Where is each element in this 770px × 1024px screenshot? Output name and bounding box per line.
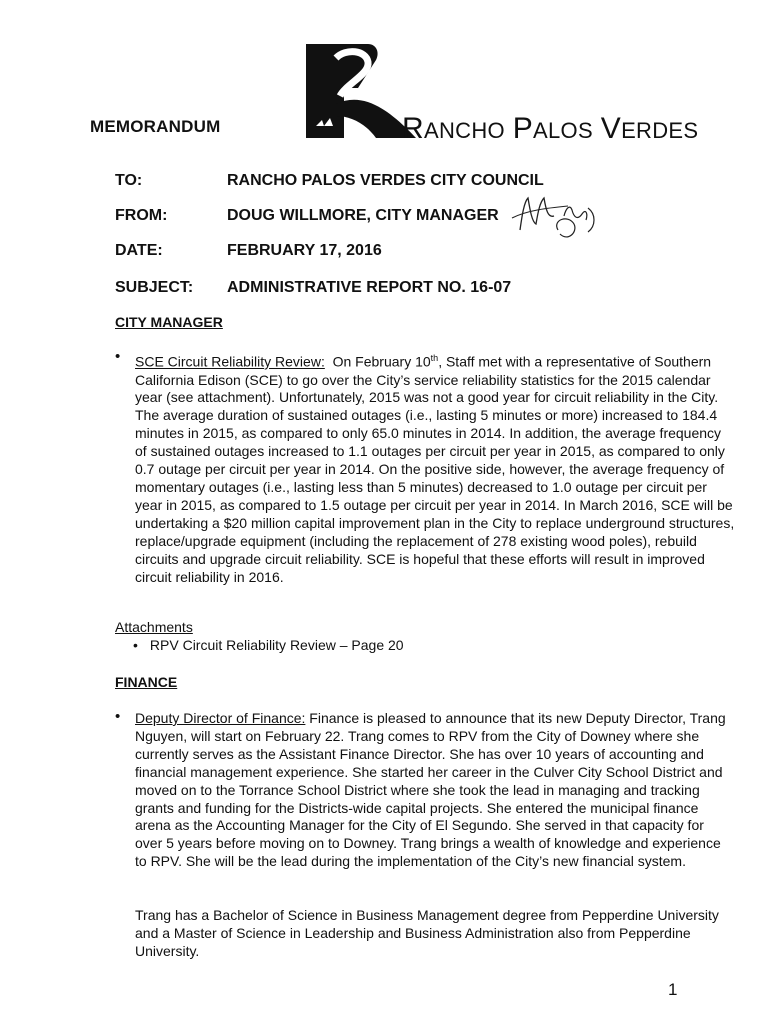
sce-item-title: SCE Circuit Reliability Review: — [135, 353, 325, 370]
bullet-icon: • — [133, 637, 138, 653]
from-label: FROM: — [115, 207, 168, 224]
trang-education-paragraph: Trang has a Bachelor of Science in Business Management degree from Pepperdine University and a Master of Science in Leadership and Business Administration also from Pepperdine University. — [135, 907, 719, 959]
attachment-item: • RPV Circuit Reliability Review – Page 20 — [133, 637, 404, 653]
page-number: 1 — [668, 980, 678, 999]
rpv-logo-icon — [306, 44, 416, 138]
attachments-label: Attachments — [115, 619, 193, 635]
memorandum-label: MEMORANDUM — [90, 117, 221, 136]
date-label: DATE: — [115, 242, 163, 259]
to-value: RANCHO PALOS VERDES CITY COUNCIL — [227, 172, 544, 189]
signature-initials-icon — [508, 190, 604, 248]
bullet-icon: • — [115, 348, 121, 365]
city-manager-heading: CITY MANAGER — [115, 314, 223, 330]
subject-label: SUBJECT: — [115, 279, 194, 296]
sce-reliability-paragraph: SCE Circuit Reliability Review: On February 10th, Staff met with a representative of Southern California Edison (SCE) to go over the City’s service reliability statistics for the 2015 calendar year (see attachment). Unfortunately, 2015 was not a good year for circuit reliability in the City. The average duration of sustained outages (i.e., lasting 5 minutes or more) increased to 184.4 minutes in 2015, as compared to only 65.0 minutes in 2014. In addition, the average frequency of sustained outages increased to 1.1 outages per circuit per year in 2015, as compared to only 0.7 outage per circuit per year in 2014. On the positive side, however, the average frequency of momentary outages (i.e., lasting less than 5 minutes) decreased to 1.0 outage per circuit per year in 2015, as compared to 1.5 outage per circuit per year in 2014. In March 2016, SCE will be undertaking a $20 million capital improvement plan in the City to replace underground structures, replace/upgrade equipment (including the replacement of 278 existing wood poles), rebuild circuits and upgrade circuit reliability. SCE is hopeful that these efforts will result in improved circuit reliability in 2016. — [135, 353, 735, 585]
bullet-icon: • — [115, 708, 121, 725]
organization-name: RANCHO PALOS VERDES — [402, 112, 699, 145]
date-value: FEBRUARY 17, 2016 — [227, 242, 382, 259]
finance-heading: FINANCE — [115, 674, 178, 690]
subject-value: ADMINISTRATIVE REPORT NO. 16-07 — [227, 279, 512, 296]
to-label: TO: — [115, 172, 143, 189]
deputy-director-paragraph: Deputy Director of Finance: Finance is pleased to announce that its new Deputy Director, Trang Nguyen, will start on February 22. Trang comes to RPV from the City of Downey where she currently serves as the Assistant Finance Director. She has over 10 years of accounting and financial management experience. She started her career in the Culver City School District and moved on to the Torrance School District where she took the lead in managing and tracking grants and funding for the Districts-wide capital projects. She entered the municipal finance arena as the Accounting Manager for the City of El Segundo. She served in that capacity for over 5 years before moving on to Downey. Trang brings a wealth of knowledge and experience to RPV. She will be the lead during the implementation of the City’s new financial system. — [135, 710, 726, 870]
from-value: DOUG WILLMORE, CITY MANAGER — [227, 207, 499, 224]
finance-item-title: Deputy Director of Finance: — [135, 710, 306, 726]
